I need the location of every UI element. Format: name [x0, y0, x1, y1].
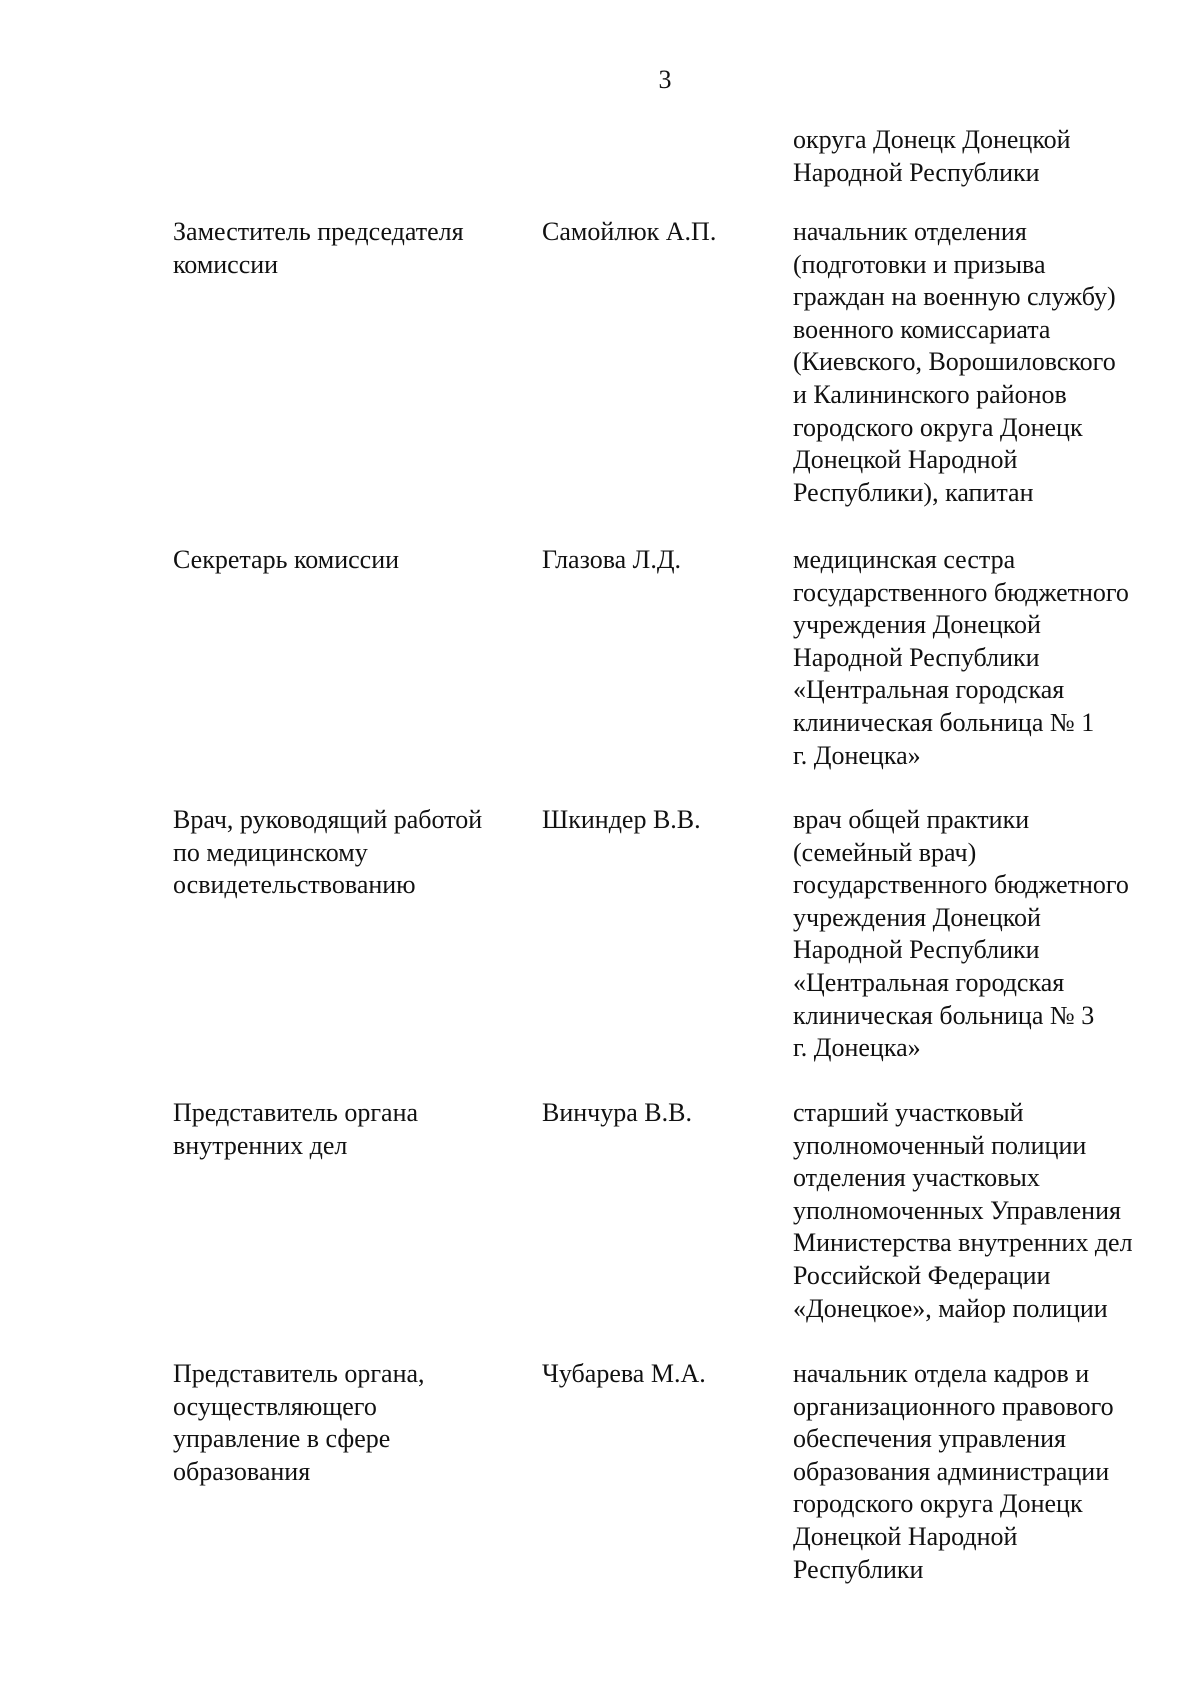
member-role: Врач, руководящий работой по медицинскому освидетельствованию: [173, 805, 483, 900]
member-position: медицинская сестра государственного бюджетного учреждения Донецкой Народной Республики «Центральная городская клиническая больница № 1 г. Донецка»: [793, 545, 1129, 770]
member-role: Заместитель председателя комиссии: [173, 217, 464, 279]
member-role: Представитель органа внутренних дел: [173, 1098, 419, 1160]
page-number: 3: [658, 65, 672, 94]
member-role: Представитель органа, осуществляющего управление в сфере образования: [173, 1359, 425, 1486]
member-position: начальник отдела кадров и организационного правового обеспечения управления образования администрации городского округа Донецк Донецкой Народной Республики: [793, 1359, 1114, 1584]
member-name: Винчура В.В.: [542, 1098, 692, 1127]
member-name: Самойлюк А.П.: [542, 217, 717, 246]
member-role: Секретарь комиссии: [173, 545, 400, 574]
member-position: начальник отделения (подготовки и призыва граждан на военную службу) военного комиссариата (Киевского, Ворошиловского и Калининского районов городского округа Донецк Донецкой Народной Республики), капитан: [793, 217, 1116, 507]
member-name: Шкиндер В.В.: [542, 805, 701, 834]
member-name: Чубарева М.А.: [542, 1359, 706, 1388]
member-name: Глазова Л.Д.: [542, 545, 682, 574]
member-position: врач общей практики (семейный врач) государственного бюджетного учреждения Донецкой Народной Республики «Центральная городская клиническая больница № 3 г. Донецка»: [793, 805, 1129, 1063]
member-position: старший участковый уполномоченный полиции отделения участковых уполномоченных Управления Министерства внутренних дел Российской Федерации «Донецкое», майор полиции: [793, 1098, 1133, 1323]
position-continuation: округа Донецк Донецкой Народной Республики: [793, 125, 1071, 187]
